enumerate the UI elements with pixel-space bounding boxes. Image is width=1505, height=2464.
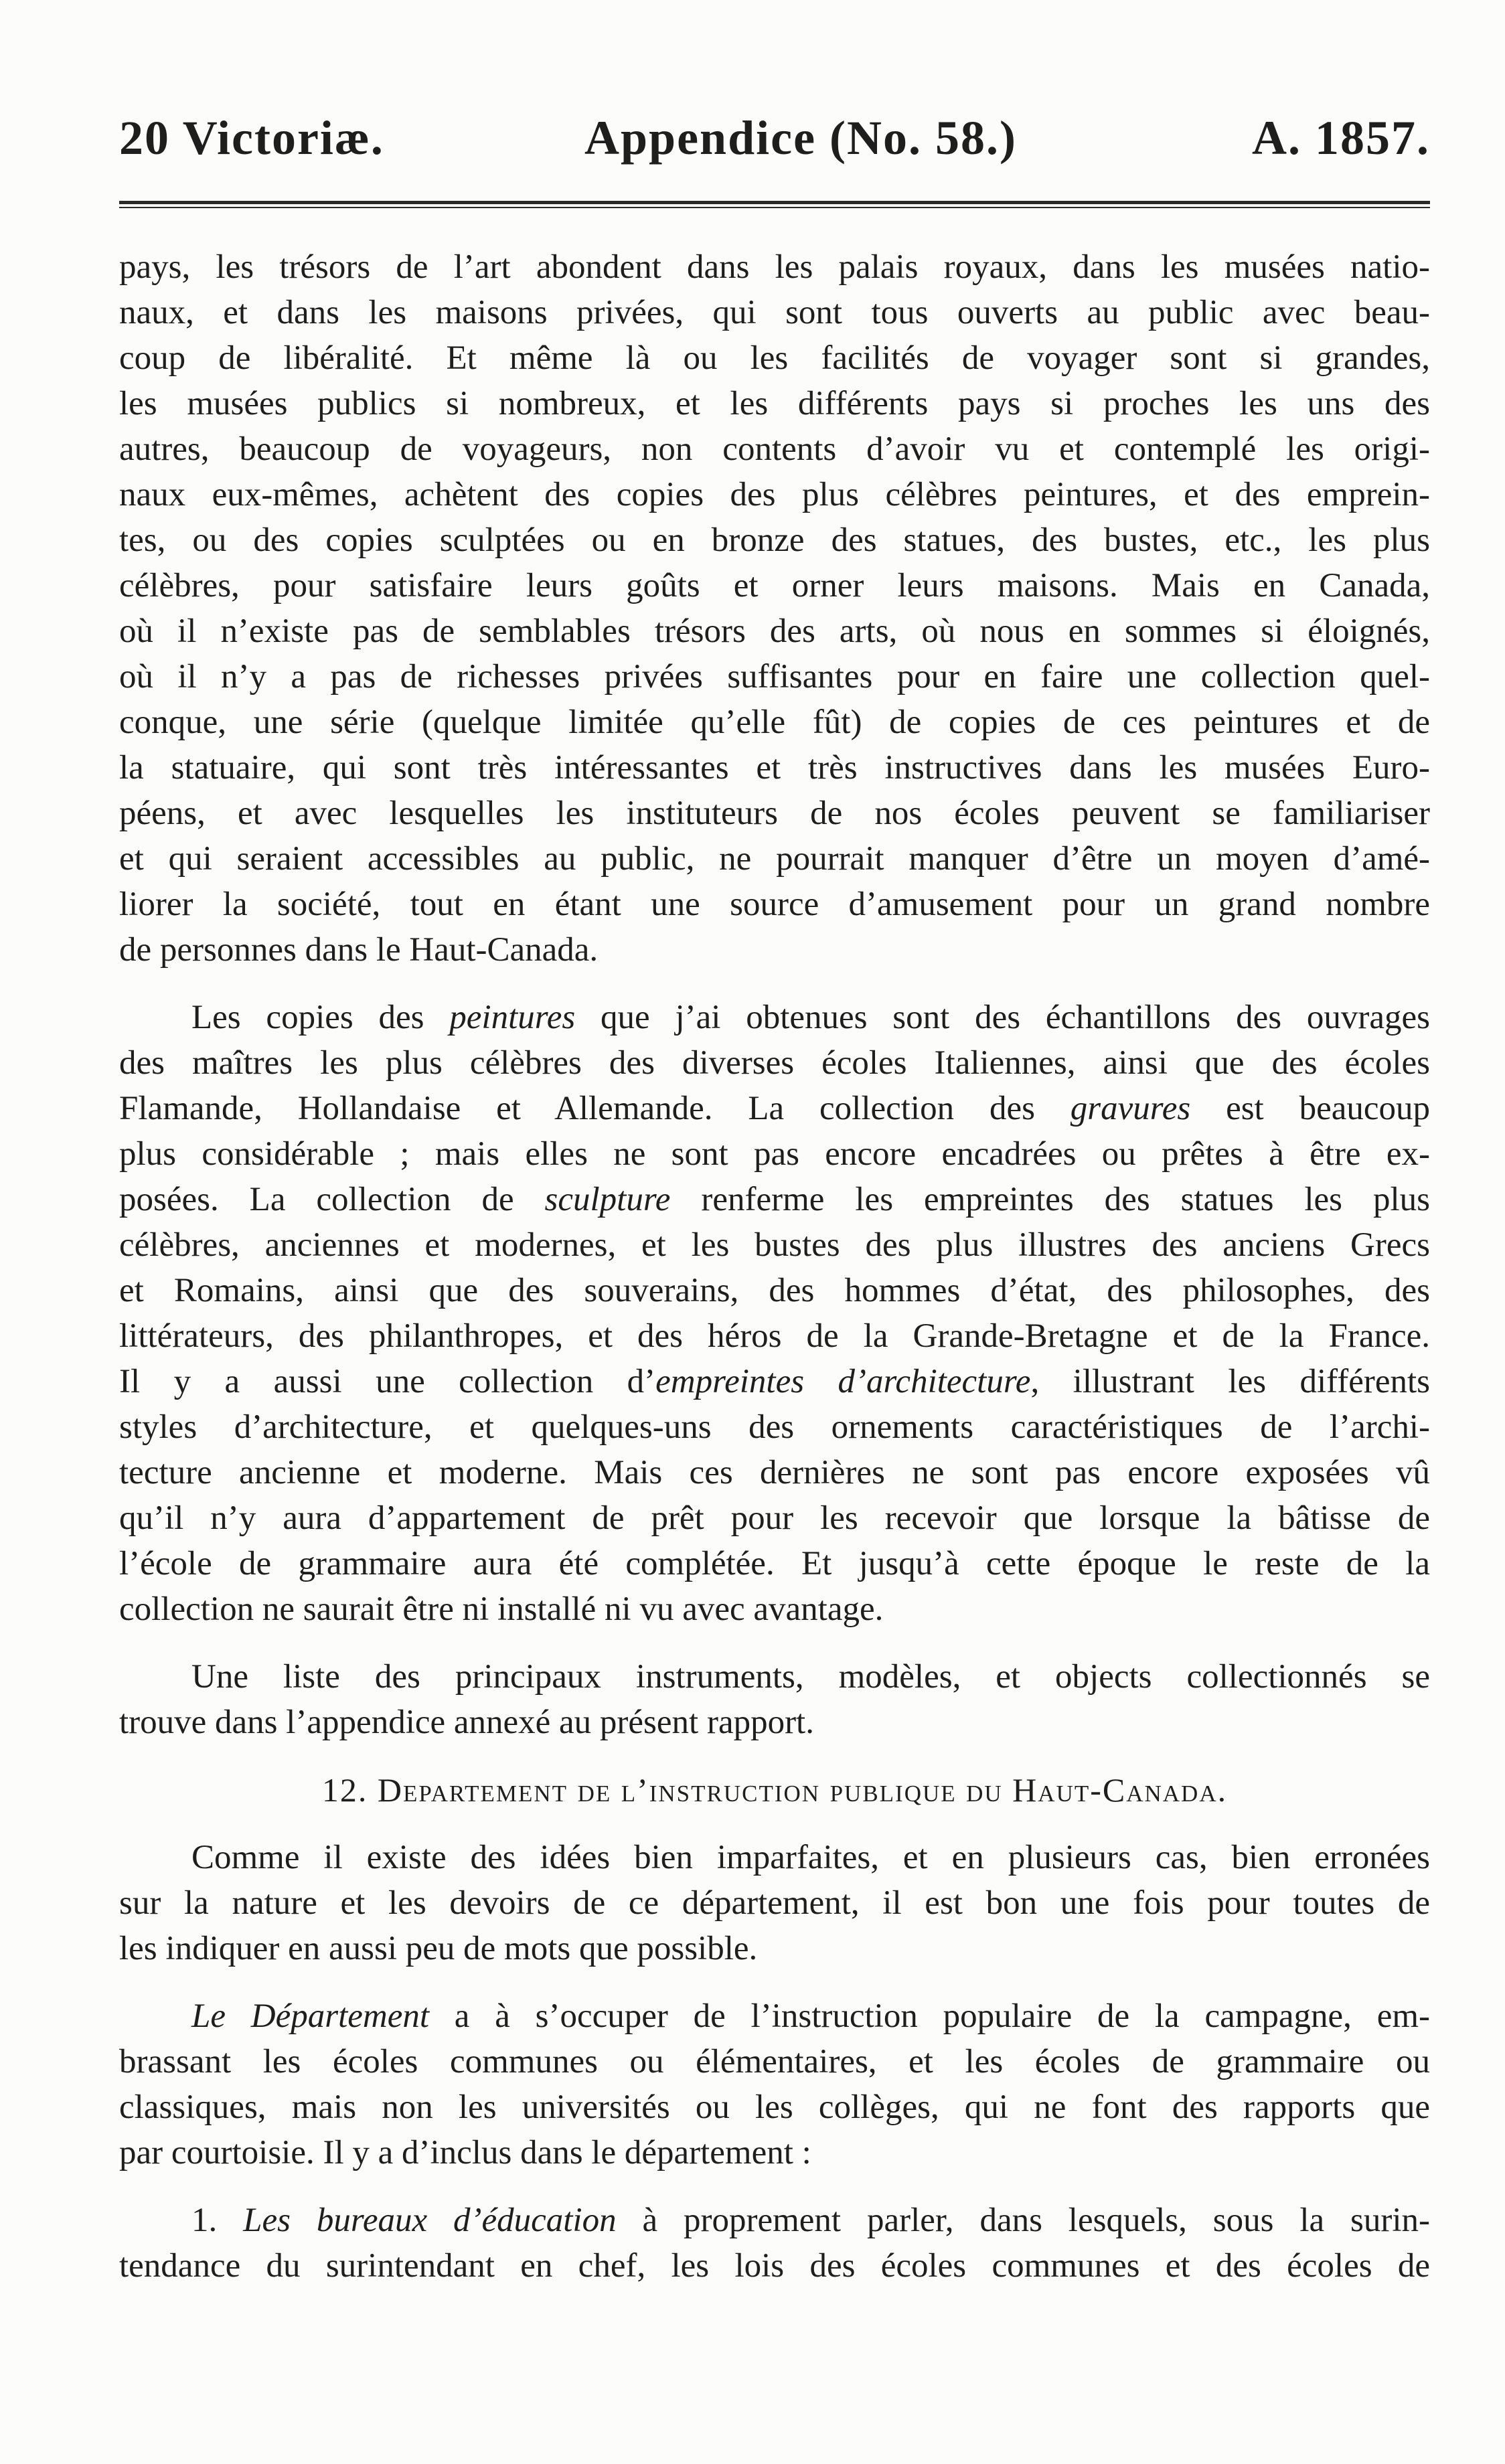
text-line: célèbres, anciennes et modernes, et les bustes des plus illustres des anciens Grecs [119, 1226, 1430, 1264]
text-line: péens, et avec lesquelles les instituteurs de nos écoles peuvent se familiariser [119, 795, 1430, 832]
text-line [119, 1993, 1430, 2039]
italic-text: sculpture [544, 1181, 671, 1218]
italic-text: gravures [1070, 1090, 1191, 1127]
text-line: des maîtres les plus célèbres des diverses écoles Italiennes, ainsi que des écoles [119, 1044, 1430, 1082]
text-line: et qui seraient accessibles au public, ne pourrait manquer d’être un moyen d’amé- [119, 840, 1430, 878]
text-line: coup de libéralité. Et même là ou les facilités de voyager sont si grandes, [119, 339, 1430, 377]
text-segment: 1. [191, 2202, 244, 2239]
text-line: liorer la société, tout en étant une source d’amusement pour un grand nombre [119, 886, 1430, 923]
text-segment: est beaucoup [1190, 1090, 1430, 1127]
text-line: naux eux-mêmes, achètent des copies des plus célèbres peintures, et des emprein- [119, 476, 1430, 513]
text-line: tendance du surintendant en chef, les lois des écoles communes et des écoles de [119, 2247, 1430, 2285]
text-line: et Romains, ainsi que des souverains, des hommes d’état, des philosophes, des [119, 1272, 1430, 1309]
text-segment: , illustrant les différents [1030, 1363, 1430, 1400]
running-head-year: A. 1857. [1252, 111, 1430, 165]
text-line: autres, beaucoup de voyageurs, non contents d’avoir vu et contemplé les origi- [119, 430, 1430, 468]
text-segment: Flamande, Hollandaise et Allemande. La collection des [119, 1090, 1071, 1127]
text-line: de personnes dans le Haut-Canada. [119, 931, 599, 969]
text-line: sur la nature et les devoirs de ce département, il est bon une fois pour toutes de [119, 1884, 1430, 1922]
text-line: naux, et dans les maisons privées, qui sont tous ouverts au public avec beau- [119, 294, 1430, 331]
page-body [119, 244, 1430, 2289]
text-line: conque, une série (quelque limitée qu’elle fût) de copies de ces peintures et de [119, 704, 1430, 741]
text-line: collection ne saurait être ni installé ni vu avec avantage. [119, 1590, 884, 1628]
italic-text: Le Département [191, 1997, 430, 2035]
text-line: tecture ancienne et moderne. Mais ces dernières ne sont pas encore exposées vû [119, 1454, 1430, 1491]
text-line [119, 995, 1430, 1040]
text-line: littérateurs, des philanthropes, et des héros de la Grande-Bretagne et de la France. [119, 1317, 1430, 1355]
running-head [119, 107, 1430, 169]
text-line: les musées publics si nombreux, et les différents pays si proches les uns des [119, 385, 1430, 422]
section-heading: 12. Departement de l’instruction publique du Haut-Canada. [321, 1771, 1228, 1809]
text-line [119, 1359, 1430, 1404]
text-line [119, 1177, 1430, 1222]
text-line: où il n’y a pas de richesses privées suffisantes pour en faire une collection quel- [119, 658, 1430, 695]
text-segment: a à s’occuper de l’instruction populaire de la campagne, em- [429, 1997, 1430, 2035]
paragraph [119, 995, 1430, 1632]
italic-text: empreintes d’architecture [655, 1363, 1031, 1400]
text-line: la statuaire, qui sont très intéressantes et très instructives dans les musées Euro- [119, 749, 1430, 787]
text-line: les indiquer en aussi peu de mots que possible. [119, 1930, 758, 1967]
text-line: tes, ou des copies sculptées ou en bronze des statues, des bustes, etc., les plus [119, 521, 1430, 559]
text-segment: que j’ai obtenues sont des échantillons des ouvrages [575, 999, 1430, 1036]
paragraph [119, 244, 1430, 973]
text-line: Comme il existe des idées bien imparfaites, et en plusieurs cas, bien erronées [191, 1839, 1430, 1876]
text-line: styles d’architecture, et quelques-uns des ornements caractéristiques de l’archi- [119, 1408, 1430, 1446]
text-line: qu’il n’y aura d’appartement de prêt pour les recevoir que lorsque la bâtisse de [119, 1499, 1430, 1537]
text-line: classiques, mais non les universités ou les collèges, qui ne font des rapports que [119, 2088, 1430, 2126]
text-line: plus considérable ; mais elles ne sont pas encore encadrées ou prêtes à être ex- [119, 1135, 1430, 1173]
text-line: pays, les trésors de l’art abondent dans les palais royaux, dans les musées natio- [119, 248, 1430, 286]
text-line: par courtoisie. Il y a d’inclus dans le département : [119, 2134, 811, 2171]
text-line: trouve dans l’appendice annexé au présent rapport. [119, 1704, 814, 1741]
text-line: où il n’existe pas de semblables trésors des arts, où nous en sommes si éloignés, [119, 612, 1430, 650]
text-line: brassant les écoles communes ou élémentaires, et les écoles de grammaire ou [119, 2043, 1430, 2080]
header-rule [119, 201, 1430, 208]
text-line: célèbres, pour satisfaire leurs goûts et orner leurs maisons. Mais en Canada, [119, 567, 1430, 604]
paragraph [119, 2198, 1430, 2289]
text-line [119, 1086, 1430, 1131]
text-line: Une liste des principaux instruments, modèles, et objects collectionnés se [191, 1658, 1430, 1696]
text-segment: Il y a aussi une collection d’ [119, 1363, 656, 1400]
paragraph [119, 1835, 1430, 1971]
running-head-title: Appendice (No. 58.) [584, 111, 1017, 165]
paragraph [119, 1654, 1430, 1745]
text-line: l’école de grammaire aura été complétée. Et jusqu’à cette époque le reste de la [119, 1545, 1430, 1582]
italic-text: peintures [449, 999, 576, 1036]
text-segment: renferme les empreintes des statues les plus [670, 1181, 1430, 1218]
text-segment: à proprement parler, dans lesquels, sous la surin- [616, 2202, 1430, 2239]
running-head-volume: 20 Victoriæ. [119, 111, 384, 165]
text-segment: Les copies des [191, 999, 450, 1036]
text-line [119, 2198, 1430, 2243]
paragraph [119, 1993, 1430, 2175]
italic-text: Les bureaux d’éducation [243, 2202, 617, 2239]
text-segment: posées. La collection de [119, 1181, 545, 1218]
